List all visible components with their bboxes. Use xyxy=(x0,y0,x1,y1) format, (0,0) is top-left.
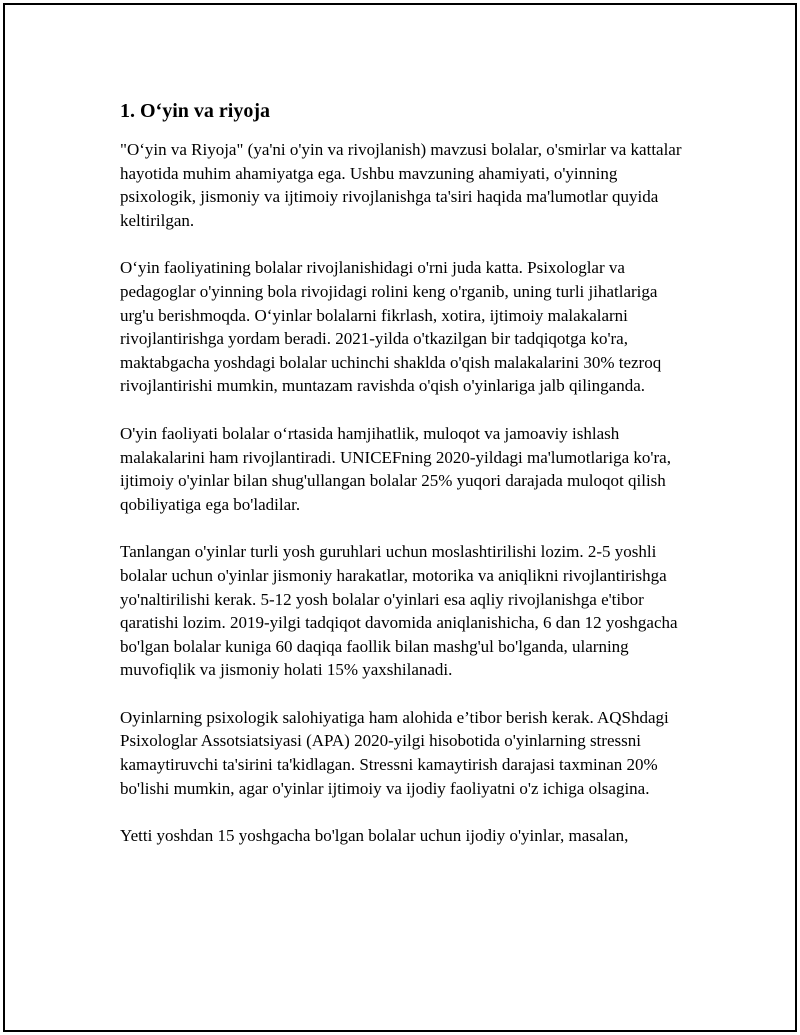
paragraph-intro: "O‘yin va Riyoja" (ya'ni o'yin va rivojlanish) mavzusi bolalar, o'smirlar va kattalar hayotida muhim ahamiyatga ega. Ushbu mavzuning ahamiyati, o'yinning psixologik, jismoniy va ijtimoiy rivojlanishga ta'siri haqida ma'lumotlar quyida keltirilgan. xyxy=(120,140,682,230)
page-frame xyxy=(3,3,797,1032)
paragraph-age-groups: Tanlangan o'yinlar turli yosh guruhlari uchun moslashtirilishi lozim. 2-5 yoshli bolalar uchun o'yinlar jismoniy harakatlar, motorika va aniqlikni rivojlantirishga yo'naltirilishi kerak. 5-12 yosh bolalar o'yinlari esa aqliy rivojlanishga e'tibor qaratishi lozim. 2019-yilgi tadqiqot davomida aniqlanishicha, 6 dan 12 yoshgacha bo'lgan bolalar kuniga 60 daqiqa faollik bilan mashg'ul bo'lganda, ularning muvofiqlik va jismoniy holati 15% yaxshilanadi. xyxy=(120,542,678,680)
paragraph-play-role: O‘yin faoliyatining bolalar rivojlanishidagi o'rni juda katta. Psixologlar va pedagoglar o'yinning bola rivojidagi rolini keng o'rganib, uning turli jihatlariga urg'u berishmoqda. O‘yinlar bolalarni fikrlash, xotira, ijtimoiy malakalarni rivojlantirishga yordam beradi. 2021-yilda o'tkazilgan bir tadqiqotga ko'ra, maktabgacha yoshdagi bolalar uchinchi shaklda o'qish malakalarini 30% tezroq rivojlantirishi mumkin, muntazam ravishda o'qish o'yinlariga jalb qilinganda. xyxy=(120,258,662,396)
paragraph-psychology: Oyinlarning psixologik salohiyatiga ham alohida e’tibor berish kerak. AQShdagi Psixologlar Assotsiatsiyasi (APA) 2020-yilgi hisobotida o'yinlarning stressni kamaytiruvchi ta'sirini ta'kidlagan. Stressni kamaytirish darajasi taxminan 20% bo'lishi mumkin, agar o'yinlar ijtimoiy va ijodiy faoliyatni o'z ichiga olsagina. xyxy=(120,707,669,798)
document-body xyxy=(120,98,690,872)
section-heading: 1. O‘yin va riyoja xyxy=(120,100,270,122)
paragraph-creative-games: Yetti yoshdan 15 yoshgacha bo'lgan bolalar uchun ijodiy o'yinlar, masalan, xyxy=(120,826,629,846)
paragraph-social-skills: O'yin faoliyati bolalar o‘rtasida hamjihatlik, muloqot va jamoaviy ishlash malakalarini ham rivojlantiradi. UNICEFning 2020-yildagi ma'lumotlariga ko'ra, ijtimoiy o'yinlar bilan shug'ullangan bolalar 25% yuqori darajada muloqot qilish qobiliyatiga ega bo'ladilar. xyxy=(120,423,671,514)
